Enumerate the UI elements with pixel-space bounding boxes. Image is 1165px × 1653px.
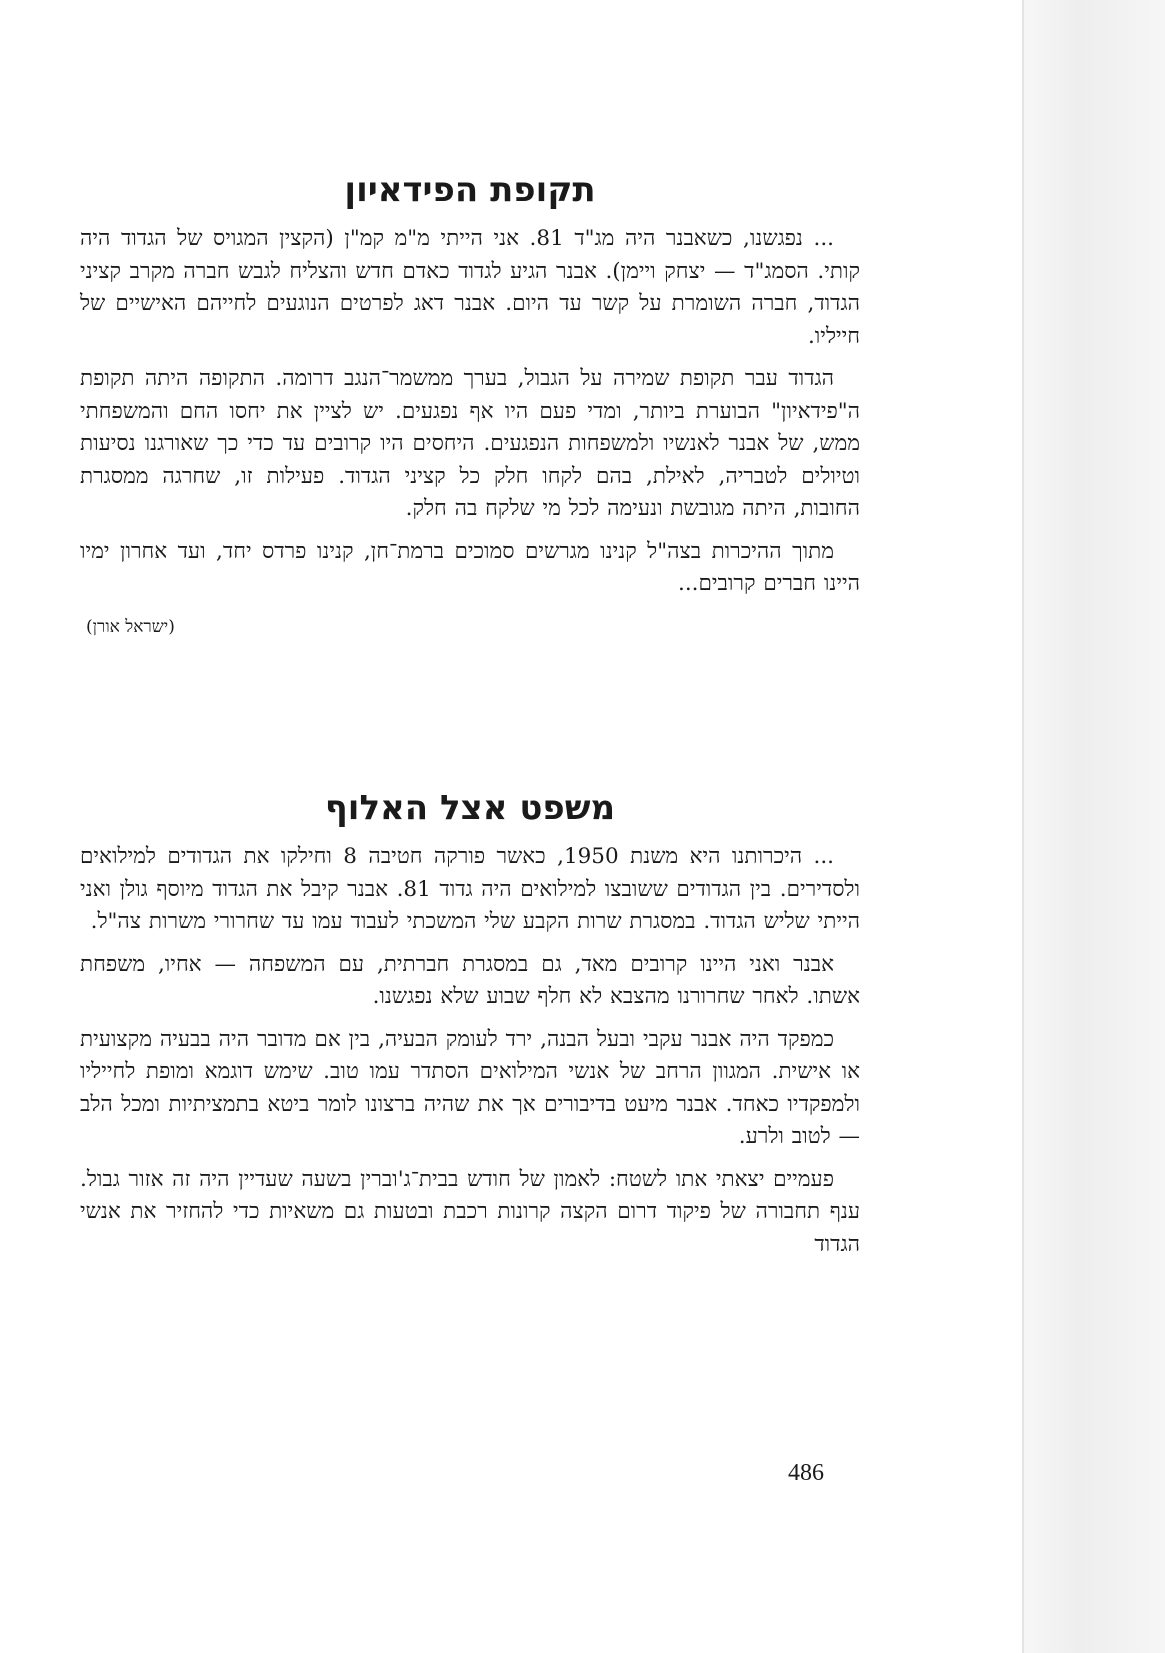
paragraph: הגדוד עבר תקופת שמירה על הגבול, בערך ממשמר־הנגב דרומה. התקופה היתה תקופת ה"פידאיון" הבוערת ביותר, ומדי פעם היו אף נפגעים. יש לציין את יחסו החם והמשפחתי ממש, של אבנר לאנשיו ולמשפחות הנפגעים. היחסים היו קרובים עד כדי כך שאורגנו נסיעות וטיולים לטבריה, לאילת, בהם לקחו חלק כל קציני הגדוד. פעילות זו, שחרגה ממסגרת החובות, היתה מגובשת ונעימה לכל מי שלקח בה חלק. (80, 366, 860, 522)
paragraph: פעמיים יצאתי אתו לשטח: לאמון של חודש בבית־ג'וברין בשעה שעדיין היה זה אזור גבול. ענף תחבורה של פיקוד דרום הקצה קרונות רכבת ובטעות גם משאיות כדי להחזיר את אנשי הגדוד (80, 1166, 860, 1257)
author-signature: (ישראל אורן) (86, 616, 175, 637)
page-edge (1022, 0, 1165, 1653)
paragraph: אבנר ואני היינו קרובים מאד, גם במסגרת חברתית, עם המשפחה — אחיו, משפחת אשתו. לאחר שחרורנו מהצבא לא חלף שבוע שלא נפגשנו. (80, 951, 860, 1010)
paragraph: ... נפגשנו, כשאבנר היה מג"ד 81. אני הייתי מ"מ קמ"ן (הקצין המגויס של הגדוד היה קותי. הסמג"ד — יצחק ויימן). אבנר הגיע לגדוד כאדם חדש והצליח לגבש חברה מקרב קציני הגדוד, חברה השומרת על קשר עד היום. אבנר דאג לפרטים הנוגעים לחייהם האישיים של חייליו. (80, 226, 860, 349)
page-number: 486 (788, 1460, 824, 1486)
page-edge-line (1022, 0, 1024, 1653)
paragraph: כמפקד היה אבנר עקבי ובעל הבנה, ירד לעומק הבעיה, בין אם מדובר היה בבעיה מקצועית או אישית. המגוון הרחב של אנשי המילואים הסתדר עמו טוב. שימש דוגמא ומופת לחייליו ולמפקדיו כאחד. אבנר מיעט בדיבורים אך את שהיה ברצונו לומר ביטא בתמציתיות ומכל הלב — לטוב ולרע. (80, 1026, 860, 1150)
section-fedayeen (80, 172, 860, 637)
paragraph: ... היכרותנו היא משנת 1950, כאשר פורקה חטיבה 8 וחילקו את הגדודים למילואים ולסדירים. בין הגדודים ששובצו למילואים היה גדוד 81. אבנר קיבל את הגדוד מיוסף גולן ואני הייתי שליש הגדוד. במסגרת שרות הקבע שלי המשכתי לעבוד עמו עד שחרורי משרות צה"ל. (80, 844, 860, 935)
section-title: תקופת הפידאיון (344, 170, 596, 210)
section-trial (80, 790, 860, 1271)
section-title: משפט אצל האלוף (324, 788, 616, 828)
paragraph: מתוך ההיכרות בצה"ל קנינו מגרשים סמוכים ברמת־חן, קנינו פרדס יחד, ועד אחרון ימיו היינו חברים קרובים... (80, 538, 860, 597)
